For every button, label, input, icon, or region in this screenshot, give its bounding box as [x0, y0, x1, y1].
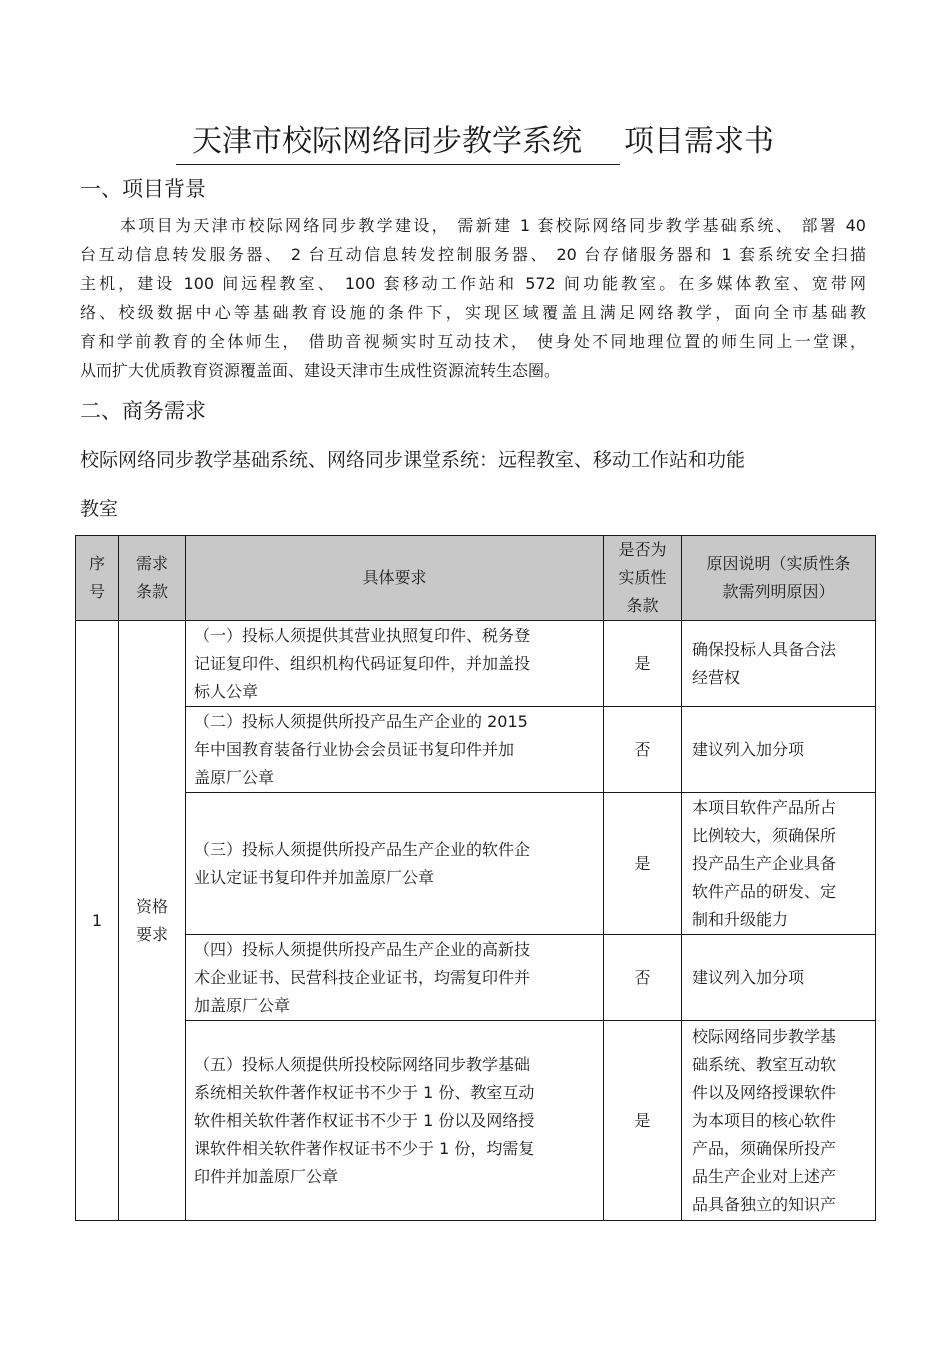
substantive-cell: 否 [604, 935, 682, 1021]
row-group-clause: 资格 要求 [119, 621, 186, 1221]
header-requirement: 具体要求 [186, 536, 604, 621]
requirement-cell: （三）投标人须提供所投产品生产企业的软件企 业认定证书复印件并加盖原厂公章 [186, 793, 604, 935]
substantive-cell: 是 [604, 1021, 682, 1221]
subheading-line: 教室 [80, 498, 119, 520]
table-row [76, 793, 876, 935]
requirement-cell: （二）投标人须提供所投产品生产企业的 2015 年中国教育装备行业协会会员证书复印件并加 盖原厂公章 [186, 707, 604, 793]
paragraph-line: 主机，建设 100 间远程教室、 100 套移动工作站和 572 间功能教室。在多媒体教室、宽带网 [80, 274, 866, 293]
background-paragraph [80, 211, 866, 385]
requirement-cell: （五）投标人须提供所投校际网络同步教学基础 系统相关软件著作权证书不少于 1 份、教室互动 软件相关软件著作权证书不少于 1 份以及网络授 课软件相关软件著作权证书不少于 1 份，均需复 印件并加盖原厂公章 [186, 1021, 604, 1221]
reason-cell: 确保投标人具备合法 经营权 [682, 621, 876, 707]
paragraph-line: 络、校级数据中心等基础教育设施的条件下，实现区域覆盖且满足网络教学，面向全市基础教 [80, 303, 866, 322]
header-reason: 原因说明（实质性条 款需列明原因） [682, 536, 876, 621]
document-title-main: 天津市校际网络同步教学系统 [176, 120, 620, 165]
reason-cell: 建议列入加分项 [682, 935, 876, 1021]
reason-cell: 本项目软件产品所占 比例较大，须确保所 投产品生产企业具备 软件产品的研发、定 制和升级能力 [682, 793, 876, 935]
reason-cell: 建议列入加分项 [682, 707, 876, 793]
table-row [76, 1021, 876, 1221]
paragraph-line: 育和学前教育的全体师生， 借助音视频实时互动技术， 使身处不同地理位置的师生同上一堂课， [80, 332, 866, 351]
requirement-cell: （一）投标人须提供其营业执照复印件、税务登 记证复印件、组织机构代码证复印件，并加盖投 标人公章 [186, 621, 604, 707]
document-title [0, 120, 950, 165]
header-substantive: 是否为 实质性 条款 [604, 536, 682, 621]
document-title-suffix: 项目需求书 [624, 124, 774, 159]
requirement-cell: （四）投标人须提供所投产品生产企业的高新技 术企业证书、民营科技企业证书，均需复印件并 加盖原厂公章 [186, 935, 604, 1021]
substantive-cell: 是 [604, 621, 682, 707]
substantive-cell: 是 [604, 793, 682, 935]
table-row [76, 707, 876, 793]
requirements-table [75, 535, 876, 1221]
section-heading-background: 一、项目背景 [80, 177, 206, 201]
table-row [76, 935, 876, 1021]
table-header-row [76, 536, 876, 621]
section-heading-business: 二、商务需求 [80, 399, 206, 423]
substantive-cell: 否 [604, 707, 682, 793]
table-row [76, 621, 876, 707]
subheading-line: 校际网络同步教学基础系统、网络同步课堂系统：远程教室、移动工作站和功能 [80, 449, 746, 471]
paragraph-line: 从而扩大优质教育资源覆盖面、建设天津市生成性资源流转生态圈。 [80, 361, 561, 380]
header-no: 序 号 [76, 536, 119, 621]
paragraph-line: 台互动信息转发服务器、 2 台互动信息转发控制服务器、 20 台存储服务器和 1 套系统安全扫描 [80, 245, 866, 264]
reason-cell: 校际网络同步教学基 础系统、教室互动软 件以及网络授课软件 为本项目的核心软件 产品，须确保所投产 品生产企业对上述产 品具备独立的知识产 [682, 1021, 876, 1221]
row-group-number: 1 [76, 621, 119, 1221]
paragraph-line: 本项目为天津市校际网络同步教学建设， 需新建 1 套校际网络同步教学基础系统、 部署 40 [120, 216, 866, 235]
header-clause: 需求 条款 [119, 536, 186, 621]
